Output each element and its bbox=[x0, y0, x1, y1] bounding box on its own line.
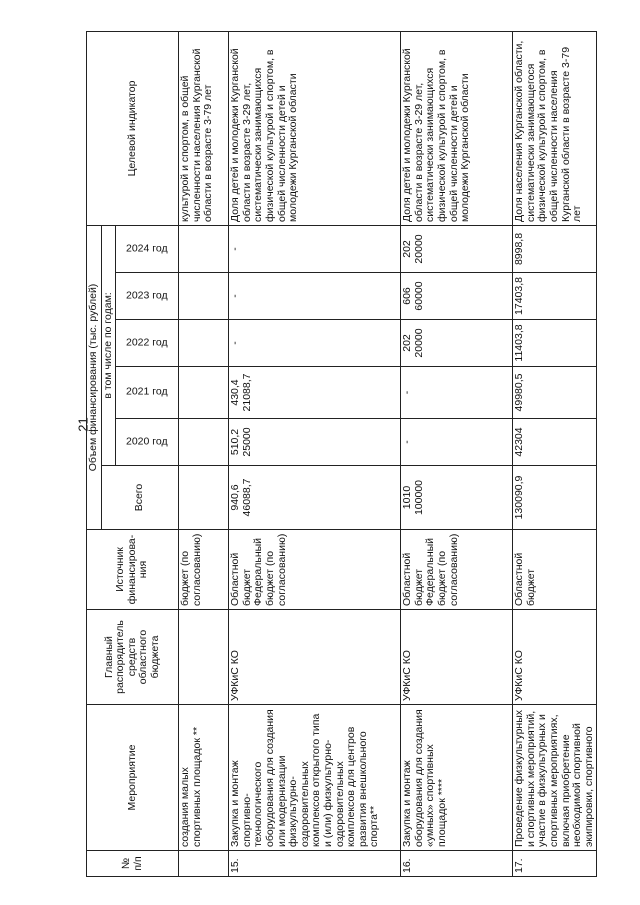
header-year-2024: 2024 год bbox=[116, 225, 179, 272]
year-2021-cell: - bbox=[401, 367, 513, 419]
manager-cell: УФКиС КО bbox=[401, 610, 513, 705]
manager-cell bbox=[179, 610, 229, 705]
header-no: № п/п bbox=[87, 851, 179, 877]
indicator-cell: Доля детей и молодежи Курганской области в возрасте 3-29 лет, систематически занимающихся физической культурой и спортом, в общей численности детей и молодежи Курганской области bbox=[401, 31, 513, 225]
year-2024-cell: 8998,8 bbox=[513, 225, 597, 272]
row-number: 17. bbox=[513, 851, 597, 877]
total-cell bbox=[179, 466, 229, 530]
year-2020-cell: - bbox=[401, 419, 513, 466]
header-total: Всего bbox=[101, 466, 179, 530]
total-cell: 130090,9 bbox=[513, 466, 597, 530]
header-activity: Мероприятие bbox=[87, 705, 179, 851]
header-funding: Объем финансирования (тыс. рублей) bbox=[87, 225, 102, 529]
table-row bbox=[229, 31, 401, 876]
year-2020-cell: 42304 bbox=[513, 419, 597, 466]
header-year-2020: 2020 год bbox=[116, 419, 179, 466]
page-content bbox=[86, 32, 595, 877]
header-manager: Главный распорядитель средств областного бюджета bbox=[87, 610, 179, 705]
total-cell: 940,6 46088,7 bbox=[229, 466, 401, 530]
year-2021-cell bbox=[179, 367, 229, 419]
year-2020-cell bbox=[179, 419, 229, 466]
row-number: 16. bbox=[401, 851, 513, 877]
activity-cell: создания малых спортивных площадок ** bbox=[179, 705, 229, 851]
header-by-years: в том числе по годам: bbox=[101, 225, 116, 465]
year-2022-cell: 11403,8 bbox=[513, 320, 597, 367]
header-year-2022: 2022 год bbox=[116, 320, 179, 367]
year-2023-cell: - bbox=[229, 273, 401, 320]
header-year-2021: 2021 год bbox=[116, 367, 179, 419]
year-2022-cell: - bbox=[229, 320, 401, 367]
header-source: Источник финансирова-ния bbox=[87, 530, 179, 610]
year-2022-cell bbox=[179, 320, 229, 367]
row-number bbox=[179, 851, 229, 877]
manager-cell: УФКиС КО bbox=[513, 610, 597, 705]
header-year-2023: 2023 год bbox=[116, 273, 179, 320]
year-2024-cell: - bbox=[229, 225, 401, 272]
page-number: 21 bbox=[75, 417, 91, 432]
year-2024-cell bbox=[179, 225, 229, 272]
year-2024-cell: 202 20000 bbox=[401, 225, 513, 272]
year-2021-cell: 49980,5 bbox=[513, 367, 597, 419]
table-row bbox=[513, 31, 597, 876]
source-cell: Областной бюджет Федеральный бюджет (по согласованию) bbox=[229, 530, 401, 610]
indicator-cell: Доля детей и молодежи Курганской области в возрасте 3-29 лет, систематически занимающихся физической культурой и спортом, в общей численности детей и молодежи Курганской области bbox=[229, 31, 401, 225]
manager-cell: УФКиС КО bbox=[229, 610, 401, 705]
funding-table bbox=[86, 31, 597, 877]
table-row bbox=[179, 31, 229, 876]
table-row bbox=[401, 31, 513, 876]
year-2020-cell: 510,2 25000 bbox=[229, 419, 401, 466]
year-2023-cell: 17403,8 bbox=[513, 273, 597, 320]
activity-cell: Закупка и монтаж оборудования для создания «умных» спортивных площадок **** bbox=[401, 705, 513, 851]
header-indicator: Целевой индикатор bbox=[87, 31, 179, 225]
activity-cell: Закупка и монтаж спортивно-технологического оборудования для создания или модернизации физкультурно-оздоровительных комплексов открытого типа и (или) физкультурно-оздоровительных комплексов для центров развития внешкольного спорта** bbox=[229, 705, 401, 851]
year-2023-cell: 606 60000 bbox=[401, 273, 513, 320]
activity-cell: Проведение физкультурных и спортивных мероприятий, участие в физкультурных и спортивных мероприятиях, включая приобретение необходимой спортивной экипировки, спортивного bbox=[513, 705, 597, 851]
row-number: 15. bbox=[229, 851, 401, 877]
indicator-cell: культурой и спортом, в общей численности населения Курганской области в возрасте 3-79 лет bbox=[179, 31, 229, 225]
year-2021-cell: 430,4 21088,7 bbox=[229, 367, 401, 419]
source-cell: Областной бюджет Федеральный бюджет (по согласованию) bbox=[401, 530, 513, 610]
indicator-cell: Доля населения Курганской области, систематически занимающегося физической культурой и спортом, в общей численности населения Курганской области в возрасте 3-79 лет bbox=[513, 31, 597, 225]
source-cell: Областной бюджет bbox=[513, 530, 597, 610]
year-2022-cell: 202 20000 bbox=[401, 320, 513, 367]
rotated-table-wrapper bbox=[86, 32, 595, 877]
source-cell: бюджет (по согласованию) bbox=[179, 530, 229, 610]
total-cell: 1010 100000 bbox=[401, 466, 513, 530]
year-2023-cell bbox=[179, 273, 229, 320]
